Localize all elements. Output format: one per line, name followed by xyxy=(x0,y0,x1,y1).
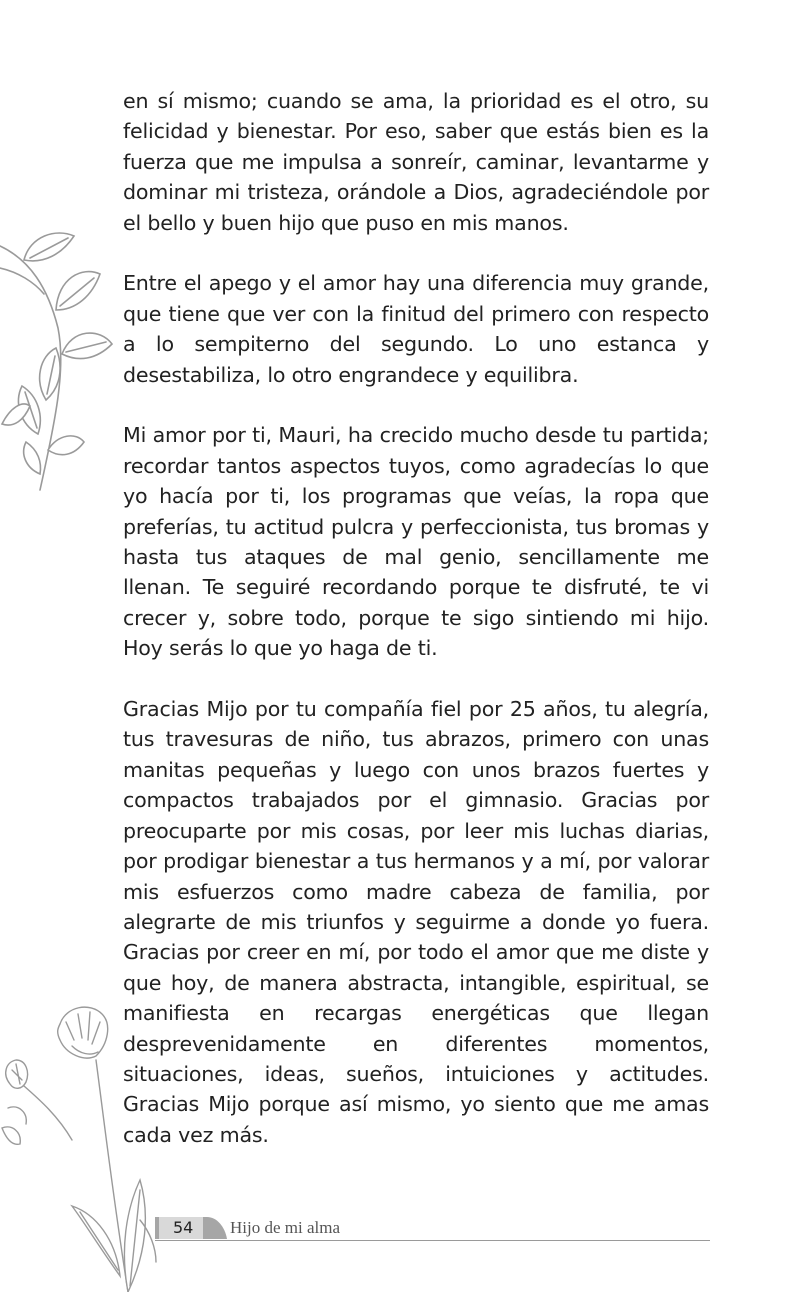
page-number: 54 xyxy=(173,1218,194,1237)
paragraph: en sí mismo; cuando se ama, la prioridad es el otro, su felicidad y bienestar. Por eso, saber que estás bien es la fuerza que me impulsa a sonreír, caminar, levantarme y dominar mi tristeza, orándole a Dios, agradeciéndole por el bello y buen hijo que puso en mis manos. xyxy=(123,89,709,235)
leafy-branch-illustration xyxy=(0,228,120,498)
footer-rule xyxy=(155,1240,710,1241)
body-text xyxy=(123,86,709,1150)
page-footer xyxy=(155,1215,710,1243)
paragraph: Entre el apego y el amor hay una diferencia muy grande, que tiene que ver con la finitud del primero con respecto a lo sempiterno del segundo. Lo uno estanca y desestabiliza, lo otro engrandece y equilibra. xyxy=(123,271,709,387)
paragraph: Gracias Mijo por tu compañía fiel por 25 años, tu alegría, tus travesuras de niño, tus abrazos, primero con unas manitas pequeñas y luego con unos brazos fuertes y compactos trabajados por el gimnasio. Gracias por preocuparte por mis cosas, por leer mis luchas diarias, por prodigar bienestar a tus hermanos y a mí, por valorar mis esfuerzos como madre cabeza de familia, por alegrarte de mis triunfos y seguirme a donde yo fuera. Gracias por creer en mí, por todo el amor que me diste y que hoy, de manera abstracta, intangible, espiritual, se manifiesta en recargas energéticas que llegan desprevenidamente en diferentes momentos, situaciones, ideas, sueños, intuiciones y actitudes. Gracias Mijo porque así mismo, yo siento que me amas cada vez más. xyxy=(123,697,709,1147)
running-title: Hijo de mi alma xyxy=(230,1218,341,1237)
paragraph: Mi amor por ti, Mauri, ha crecido mucho desde tu partida; recordar tantos aspectos tuyos, como agradecías lo que yo hacía por ti, los programas que veías, la ropa que preferías, tu actitud pulcra y perfeccionista, tus bromas y hasta tus ataques de mal genio, sencillamente me llenan. Te seguiré recordando porque te disfruté, te vi crecer y, sobre todo, porque te sigo sintiendo mi hijo. Hoy serás lo que yo haga de ti. xyxy=(123,423,709,661)
